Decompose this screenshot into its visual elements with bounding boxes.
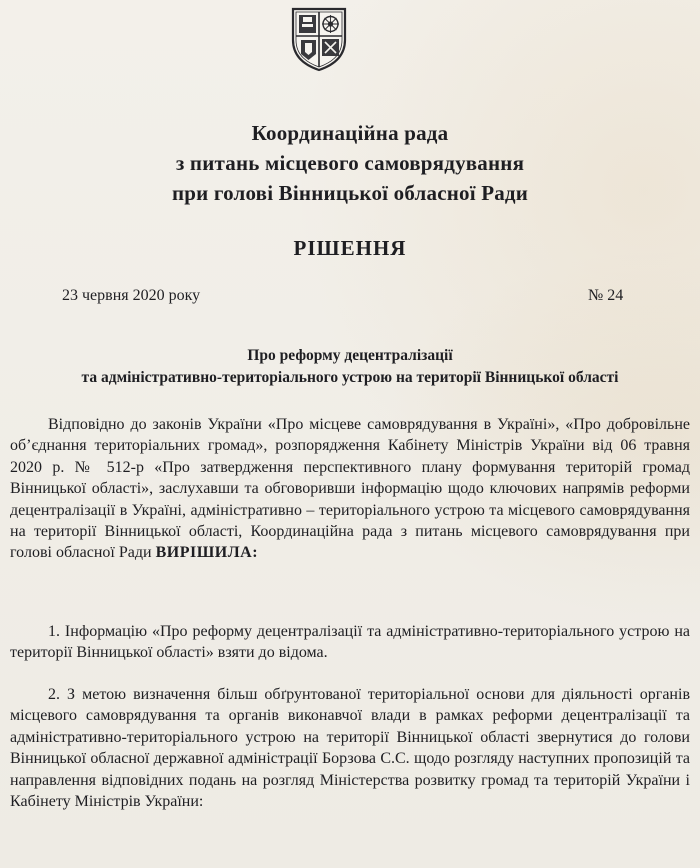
resolution-item-2: 2. З метою визначення більш обґрунтованої територіальної основи для діяльності органів місцевого самоврядування та органів виконавчої влади в рамках реформи децентралізації та адміністративно-територіального устрою на території Вінницької області звернутися до голови Вінницької обласної державної адміністрації Борзова С.С. щодо розгляду наступних пропозицій та направлення відповідних подань на розгляд Міністерства розвитку громад та територій України і Кабінету Міністрів України:	[10, 686, 690, 811]
council-heading-line-1: Координаційна рада	[251, 121, 449, 145]
decision-date: 23 червня 2020 року	[62, 287, 201, 304]
resolution-item-1: 1. Інформацію «Про реформу децентралізації та адміністративно-територіального устрою на території Вінницької області» взяти до відома.	[10, 623, 690, 662]
decision-title: РІШЕННЯ	[293, 236, 407, 260]
decision-subject	[0, 345, 700, 389]
decision-subject-line-2: та адміністративно-територіального устрою на території Вінницької області	[81, 369, 619, 386]
decision-number: № 24	[588, 287, 624, 304]
preamble-paragraph	[10, 414, 690, 564]
decision-subject-line-1: Про реформу децентралізації	[247, 347, 453, 364]
council-heading-line-3: при голові Вінницької обласної Ради	[171, 181, 529, 205]
council-heading	[0, 118, 700, 208]
coat-of-arms-icon	[289, 6, 349, 72]
resolution-word: ВИРІШИЛА:	[155, 544, 259, 562]
council-heading-line-2: з питань місцевого самоврядування	[175, 151, 525, 175]
preamble-text: Відповідно до законів України «Про місцеве самоврядування в Україні», «Про добровільне об’єднання територіальних громад», розпорядження Кабінету Міністрів України від 06 травня 2020 р. № 512-р «Про затвердження перспективного плану формування територій громад Вінницької області», заслухавши та обговоривши інформацію щодо ключових напрямів реформи децентралізації в Україні, адміністративно – територіального устрою та місцевого самоврядування на території Вінницької області, Координаційна рада з питань місцевого самоврядування при голові обласної Ради	[10, 416, 690, 562]
